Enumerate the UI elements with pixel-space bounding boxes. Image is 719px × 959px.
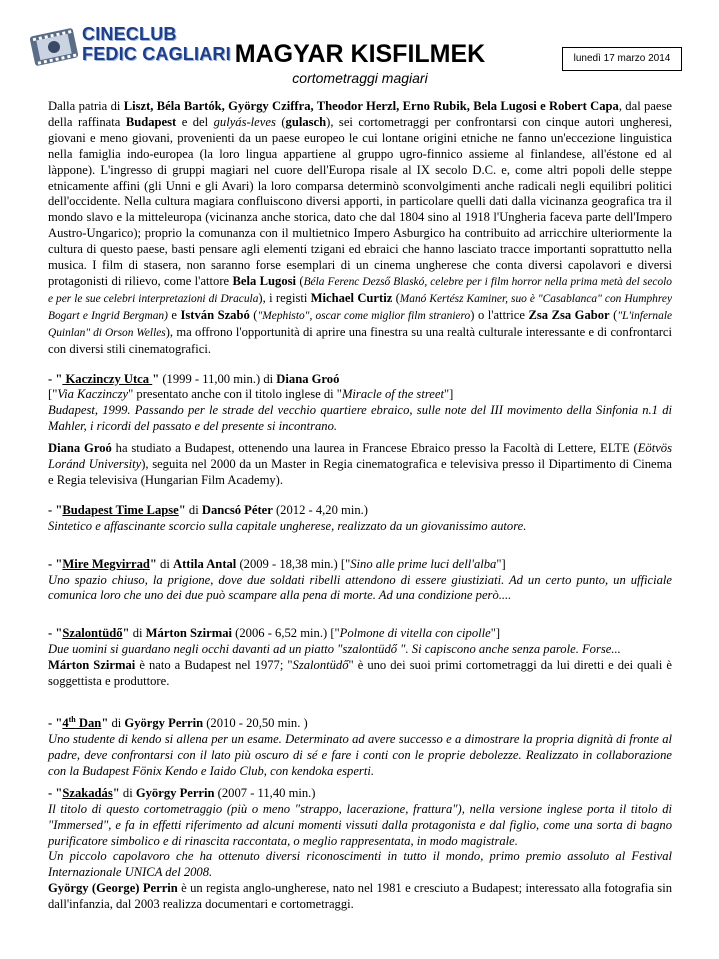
document-body bbox=[48, 99, 672, 913]
film-entry-szakadas bbox=[48, 786, 672, 913]
director-bio: Diana Groó ha studiato a Budapest, ottenendo una laurea in Francese Ebraico presso la Facoltà di Lettere, ELTE (Eötvös Loránd University), seguita nel 2000 da un Master in Regia cinematografica e televisiva presso il Dipartimento di Cinema e Regia televisiva (Hungarian Film Academy). bbox=[48, 441, 672, 487]
film-entry-mire-megvirrad bbox=[48, 557, 672, 605]
film-entry-szalontudo bbox=[48, 626, 672, 690]
intro-paragraph: Dalla patria di Liszt, Béla Bartók, György Cziffra, Theodor Herzl, Erno Rubik, Bela Lugosi e Robert Capa, dal paese della raffinata Budapest e del gulyás-leves (gulasch), sei cortometraggi per confrontarsi con cinque autori ungheresi, giovani e meno giovani, provenienti da un paese europeo le cui lontane origini etniche ne fanno un'eccezione linguistica nella famiglia indo-europea (la loro lingua appartiene al gruppo ugro-finnico assieme al finlandese, all'éstone ed al làppone). L'ingresso di gruppi magiari nel cuore dell'Europa risale al IX secolo D.C. e, come altri popoli delle steppe etnicamente affini (gli Unni e gli Avari) la loro comparsa determinò sconvolgimenti anche radicali negli equilibri politici dell'occidente. Nella cultura magiara confluiscono diversi apporti, in particolare quelli dati dalla vicinanza geografica tra il mondo slavo e la mitteleuropa (vicinanza anche storica, dato che dal 1804 sino al 1918 l'Ungheria faceva parte dell'Impero Austro-Ungarico); proprio la comunanza con il multietnico Impero Asburgico ha contribuito ad arricchire ulteriormente la cultura di questo paese, basti pensare agli elementi tzigani ed ebraici che hanno lasciato tracce importanti soprattutto nella musica. I film di stasera, non saranno forse esemplari di un cinema ungherese che conta diversi capolavori e diversi protagonisti di rilievo, come l'attore Bela Lugosi (Béla Ferenc Dezső Blaskó, celebre per i film horror nella prima metà del secolo e per le sue celebri interpretazioni di Dracula), i registi Michael Curtiz (Manó Kertész Kaminer, suo è "Casablanca" con Humphrey Bogart e Ingrid Bergman) e István Szabó ("Mephisto", oscar come miglior film straniero) o l'attrice Zsa Zsa Gabor ("L'infernale Quinlan" di Orson Welles), ma offrono l'opportunità di aprire una finestra su una realtà culturale interessante e di confrontarci con diversi stili cinematografici. bbox=[48, 99, 673, 356]
film-synopsis: Uno studente di kendo si allena per un esame. Determinato ad avere successo e a dimostrare la propria dignità di fronte al padre, deve confrontarsi con il lato più oscuro di sé e fare i conti con le proprie debolezze. Realizzato in collaborazione con la Budapest Fönix Kendo e Iaido Club, con kendoka esperti. bbox=[48, 732, 672, 778]
logo-line-2: FEDIC CAGLIARI bbox=[82, 44, 231, 64]
film-synopsis: Budapest, 1999. Passando per le strade del vecchio quartiere ebraico, sulle note del III movimento della Sinfonia n.1 di Mahler, i ricordi del passato e del presente si incontrano. bbox=[48, 403, 672, 434]
film-alt-title: ["Via Kaczinczy" presentato anche con il titolo inglese di "Miracle of the street"] bbox=[48, 387, 454, 402]
film-heading: - "Budapest Time Lapse" di Dancsó Péter (2012 - 4,20 min.) bbox=[48, 502, 368, 517]
film-synopsis-2: Un piccolo capolavoro che ha ottenuto diversi riconoscimenti in tutto il mondo, primo premio assoluto al Festival Internazionale UNICA del 2008. bbox=[48, 849, 672, 880]
film-synopsis: Sintetico e affascinante scorcio sulla capitale ungherese, realizzato da un giovanissimo autore. bbox=[48, 518, 527, 533]
page-title: MAGYAR KISFILMEK bbox=[234, 40, 486, 68]
film-heading: - "4th Dan" di György Perrin (2010 - 20,50 min. ) bbox=[48, 715, 308, 731]
film-heading: - "Szakadás" di György Perrin (2007 - 11,40 min.) bbox=[48, 785, 316, 800]
film-heading: - "Mire Megvirrad" di Attila Antal (2009 - 18,38 min.) ["Sino alle prime luci dell'alba"] bbox=[48, 556, 506, 571]
film-synopsis: Uno spazio chiuso, la prigione, dove due soldati ribelli attendono di essere giustiziati. Ad un certo punto, un ufficiale comunica loro che uno dei due può scampare alla pena di morte. Ad una condizione però.... bbox=[48, 572, 672, 603]
film-entry-kaczinczy-utca bbox=[48, 372, 672, 489]
director-bio: Márton Szirmai è nato a Budapest nel 1977; "Szalontüdő" è uno dei suoi primi cortometraggi da lui diretti e dei quali è soggettista e produttore. bbox=[48, 658, 672, 689]
cineclub-logo bbox=[30, 24, 231, 70]
page-subtitle: cortometraggi magiari bbox=[292, 70, 428, 86]
director-bio: György (George) Perrin è un regista anglo-ungherese, nato nel 1981 e cresciuto a Budapest; interessato alla fotografia sin dall'infanzia, dal 2003 realizza documentari e cortometraggi. bbox=[48, 881, 672, 912]
film-synopsis: Due uomini si guardano negli occhi davanti ad un piatto "szalontüdő ". Si capiscono anche senza parole. Forse... bbox=[48, 642, 621, 657]
film-entry-budapest-time-lapse bbox=[48, 503, 672, 535]
film-entry-4th-dan bbox=[48, 712, 672, 780]
film-heading: - "Szalontüdő" di Márton Szirmai (2006 - 6,52 min.) ["Polmone di vitella con cipolle"] bbox=[48, 626, 501, 641]
logo-line-1: CINECLUB bbox=[82, 24, 177, 44]
film-reel-icon bbox=[30, 24, 80, 70]
film-synopsis: Il titolo di questo cortometraggio (più o meno "strappo, lacerazione, frattura"), nella versione inglese porta il titolo di "Immersed", e fa in effetti riferimento ad alcuni momenti vissuti dalla protagonista e dal figlio, come una sorta di bagno purificatore simbolico e di rinascita raccontata, o meglio rappresentata, in modo magistrale. bbox=[48, 801, 672, 848]
film-heading: - " Kaczinczy Utca " (1999 - 11,00 min.) di Diana Groó bbox=[48, 371, 340, 386]
date-box: lunedì 17 marzo 2014 bbox=[562, 47, 682, 71]
